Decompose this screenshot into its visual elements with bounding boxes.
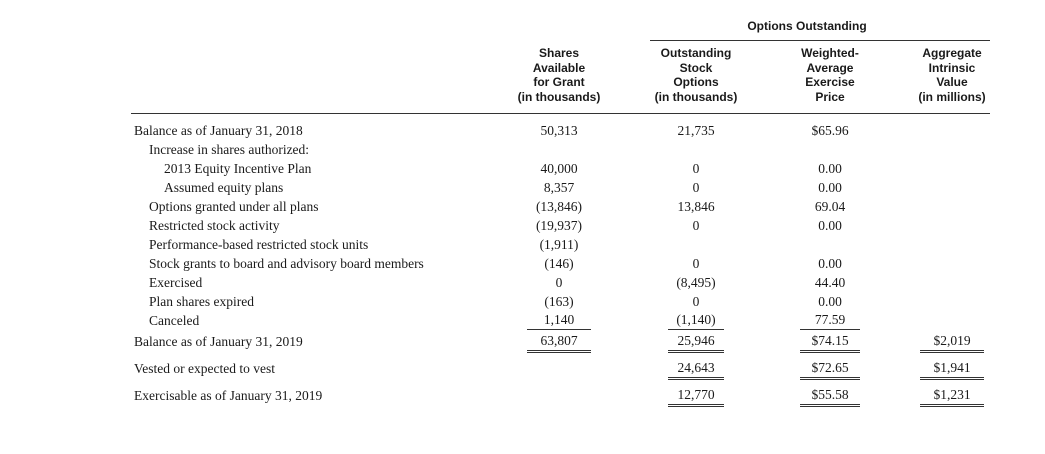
row-label: Assumed equity plans — [164, 180, 284, 195]
header-line: Average — [806, 60, 854, 75]
cell-price: 0.00 — [818, 218, 842, 233]
header-line: Intrinsic — [928, 60, 976, 75]
header-line: Value — [936, 75, 968, 89]
header-line: Outstanding — [660, 46, 732, 60]
table-row — [0, 121, 1045, 140]
table-row — [0, 235, 1045, 254]
cell-options: (1,140) — [668, 311, 724, 330]
cell-price: 0.00 — [818, 180, 842, 195]
header-line: Stock — [679, 60, 713, 75]
table-row — [0, 140, 1045, 159]
cell-shares: (163) — [544, 294, 574, 309]
header-line: Weighted- — [801, 46, 859, 60]
cell-price: 69.04 — [814, 199, 846, 214]
cell-price: 0.00 — [818, 294, 842, 309]
header-line: (in thousands) — [654, 89, 738, 104]
header-aggregate-intrinsic-value — [892, 46, 1012, 104]
table-row — [0, 292, 1045, 311]
row-label: Exercisable as of January 31, 2019 — [134, 388, 323, 403]
table-row — [0, 386, 1045, 405]
cell-options: 12,770 — [668, 386, 724, 407]
row-label: Restricted stock activity — [149, 218, 280, 233]
row-label: Vested or expected to vest — [134, 361, 275, 376]
cell-options: 13,846 — [677, 199, 715, 214]
cell-shares: (19,937) — [535, 218, 583, 233]
row-label: Balance as of January 31, 2018 — [134, 123, 303, 138]
header-line: Aggregate — [922, 46, 982, 60]
cell-shares: (146) — [544, 256, 574, 271]
cell-options: 0 — [692, 218, 700, 233]
cell-intrinsic-value: $2,019 — [920, 332, 984, 353]
options-outstanding-rule — [650, 40, 990, 41]
cell-price: 0.00 — [818, 256, 842, 271]
cell-shares: 1,140 — [527, 311, 591, 330]
header-outstanding-options — [636, 46, 756, 104]
cell-intrinsic-value: $1,941 — [920, 359, 984, 380]
header-line: (in millions) — [918, 89, 986, 104]
header-line: Options — [673, 75, 719, 89]
cell-price: $72.65 — [800, 359, 860, 380]
cell-price: 0.00 — [818, 161, 842, 176]
row-label: 2013 Equity Incentive Plan — [164, 161, 312, 176]
header-line: (in thousands) — [517, 89, 601, 104]
row-label: Balance as of January 31, 2019 — [134, 334, 303, 349]
header-line: for Grant — [533, 75, 585, 89]
cell-options: 0 — [692, 256, 700, 271]
cell-shares: 50,313 — [540, 123, 578, 138]
header-line: Shares — [538, 46, 580, 60]
table-row — [0, 254, 1045, 273]
options-outstanding-header: Options Outstanding — [747, 19, 867, 33]
cell-shares: 63,807 — [527, 332, 591, 353]
cell-price: $55.58 — [800, 386, 860, 407]
cell-shares: (1,911) — [539, 237, 579, 252]
table-row — [0, 332, 1045, 351]
table-row — [0, 159, 1045, 178]
header-shares-available — [499, 46, 619, 104]
cell-intrinsic-value: $1,231 — [920, 386, 984, 407]
header-line: Exercise — [805, 75, 855, 89]
header-weighted-average-price — [770, 46, 890, 104]
cell-shares: 40,000 — [540, 161, 578, 176]
header-line: Available — [532, 60, 586, 75]
cell-options: 0 — [692, 161, 700, 176]
table-row — [0, 197, 1045, 216]
row-label: Exercised — [149, 275, 203, 290]
cell-shares: (13,846) — [535, 199, 583, 214]
cell-options: 0 — [692, 180, 700, 195]
cell-price: $74.15 — [800, 332, 860, 353]
table-row — [0, 216, 1045, 235]
table-row — [0, 359, 1045, 378]
cell-options: (8,495) — [676, 275, 716, 290]
cell-price: 77.59 — [800, 311, 860, 330]
row-label: Performance-based restricted stock units — [149, 237, 369, 252]
cell-options: 21,735 — [677, 123, 715, 138]
table-row — [0, 311, 1045, 330]
cell-price: $65.96 — [811, 123, 849, 138]
table-row — [0, 273, 1045, 292]
row-label: Stock grants to board and advisory board members — [149, 256, 424, 271]
header-line: Price — [815, 89, 845, 104]
row-label: Canceled — [149, 313, 200, 328]
cell-options: 25,946 — [668, 332, 724, 353]
cell-shares: 8,357 — [543, 180, 575, 195]
header-bottom-rule — [131, 113, 990, 114]
row-label: Plan shares expired — [149, 294, 254, 309]
cell-options: 24,643 — [668, 359, 724, 380]
cell-price: 44.40 — [814, 275, 846, 290]
cell-shares: 0 — [555, 275, 563, 290]
table-row — [0, 178, 1045, 197]
row-label: Options granted under all plans — [149, 199, 319, 214]
cell-options: 0 — [692, 294, 700, 309]
row-label: Increase in shares authorized: — [149, 142, 310, 157]
